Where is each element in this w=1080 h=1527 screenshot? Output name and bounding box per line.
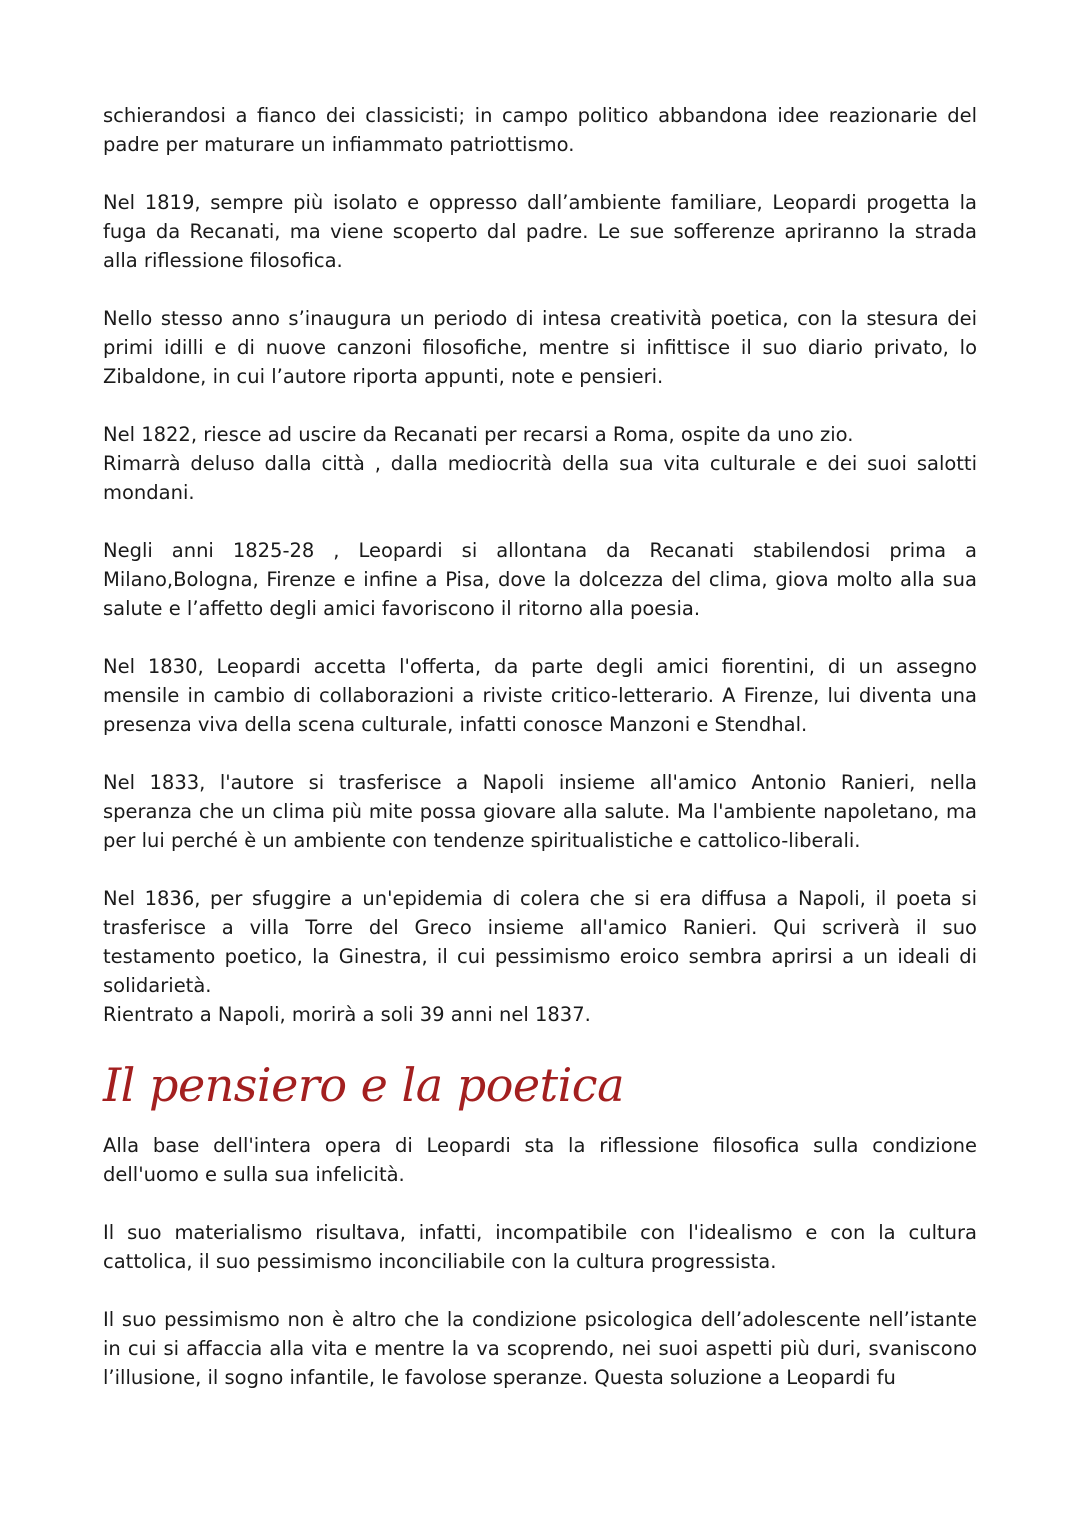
paragraph-1833: Nel 1833, l'autore si trasferisce a Napoli insieme all'amico Antonio Ranieri, nella speranza che un clima più mite possa giovare alla salute. Ma l'ambiente napoletano, ma per lui perché è un ambiente con tendenze spiritualistiche e cattolico-liberali. <box>103 771 977 852</box>
section-paragraph-materialismo: Il suo materialismo risultava, infatti, incompatibile con l'idealismo e con la cultura cattolica, il suo pessimismo inconciliabile con la cultura progressista. <box>103 1221 977 1273</box>
section-title: Il pensiero e la poetica <box>103 1058 624 1112</box>
section-paragraph-pessimismo: Il suo pessimismo non è altro che la condizione psicologica dell’adolescente nell’istante in cui si affaccia alla vita e mentre la va scoprendo, nei suoi aspetti più duri, svaniscono l’illusione, il sogno infantile, le favolose speranze. Questa soluzione a Leopardi fu <box>103 1308 977 1389</box>
paragraph-classicisti: schierandosi a fianco dei classicisti; in campo politico abbandona idee reazionarie del padre per maturare un infiammato patriottismo. <box>103 104 977 156</box>
section-paragraph-base: Alla base dell'intera opera di Leopardi sta la riflessione filosofica sulla condizione dell'uomo e sulla sua infelicità. <box>103 1134 977 1186</box>
paragraph-zibaldone: Nello stesso anno s’inaugura un periodo di intesa creatività poetica, con la stesura dei primi idilli e di nuove canzoni filosofiche, mentre si infittisce il suo diario privato, lo Zibaldone, in cui l’autore riporta appunti, note e pensieri. <box>103 307 977 388</box>
paragraph-morte: Rientrato a Napoli, morirà a soli 39 anni nel 1837. <box>103 1003 591 1026</box>
paragraph-roma-deluso: Rimarrà deluso dalla città , dalla mediocrità della sua vita culturale e dei suoi salotti mondani. <box>103 452 977 504</box>
paragraph-1836: Nel 1836, per sfuggire a un'epidemia di colera che si era diffusa a Napoli, il poeta si trasferisce a villa Torre del Greco insieme all'amico Ranieri. Qui scriverà il suo testamento poetico, la Ginestra, il cui pessimismo eroico sembra aprirsi a un ideali di solidarietà. <box>103 887 977 997</box>
paragraph-1830: Nel 1830, Leopardi accetta l'offerta, da parte degli amici fiorentini, di un assegno mensile in cambio di collaborazioni a riviste critico-letterario. A Firenze, lui diventa una presenza viva della scena culturale, infatti conosce Manzoni e Stendhal. <box>103 655 977 736</box>
document-page <box>103 101 977 1392</box>
paragraph-1822: Nel 1822, riesce ad uscire da Recanati per recarsi a Roma, ospite da uno zio. <box>103 423 854 446</box>
paragraph-1825-28: Negli anni 1825-28 , Leopardi si allontana da Recanati stabilendosi prima a Milano,Bologna, Firenze e infine a Pisa, dove la dolcezza del clima, giova molto alla sua salute e l’affetto degli amici favoriscono il ritorno alla poesia. <box>103 539 977 620</box>
paragraph-1819: Nel 1819, sempre più isolato e oppresso dall’ambiente familiare, Leopardi progetta la fuga da Recanati, ma viene scoperto dal padre. Le sue sofferenze apriranno la strada alla riflessione filosofica. <box>103 191 977 272</box>
